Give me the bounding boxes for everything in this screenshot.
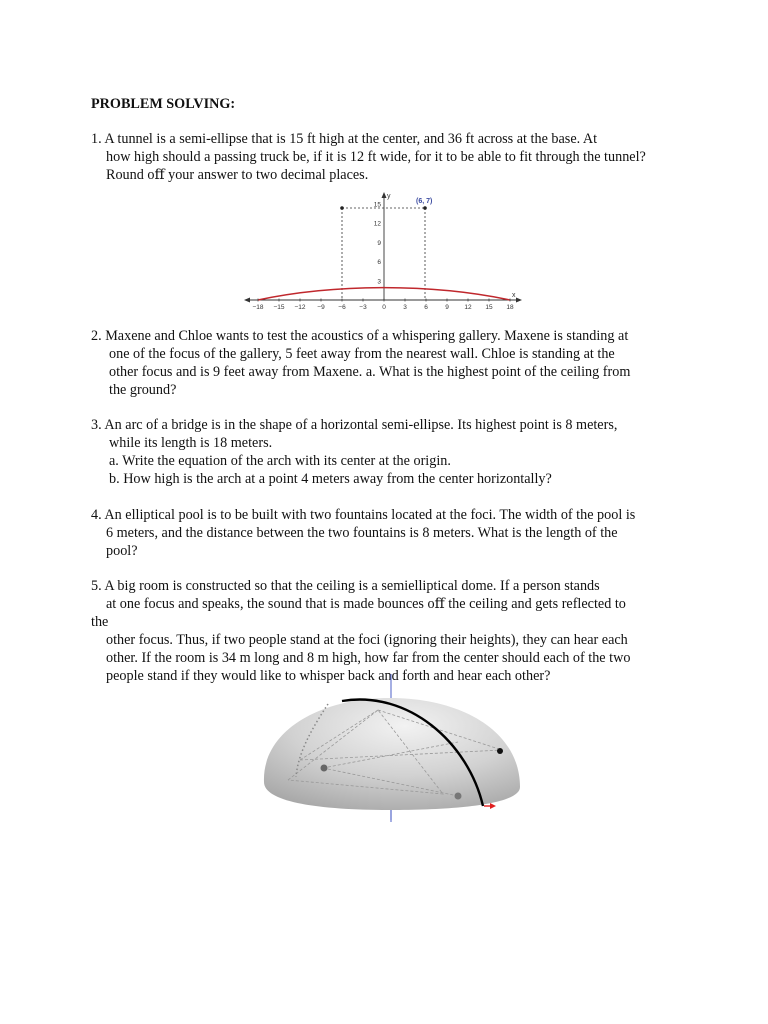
problem-4-line-1: 4. An elliptical pool is to be built with two fountains located at the foci. The width of the pool is (91, 507, 636, 523)
problem-5-line-2: at one focus and speaks, the sound that is made bounces oﬀ the ceiling and gets reflected to (106, 596, 626, 612)
x-tick-label: −9 (317, 304, 325, 311)
y-tick-label: 6 (377, 259, 381, 267)
y-tick-label: 3 (377, 278, 381, 286)
problem-5-line-4: other focus. Thus, if two people stand at the foci (ignoring their heights), they can hear each (106, 632, 628, 648)
problem-1-line-3: Round oﬀ your answer to two decimal places. (106, 167, 369, 183)
problem-5-line-3: the (91, 614, 109, 630)
tunnel-ellipse-figure (240, 190, 525, 315)
point-right (423, 206, 427, 210)
problem-2-line-2: one of the focus of the gallery, 5 feet away from the nearest wall. Chloe is standing at the (109, 346, 615, 362)
problem-3-line-2: while its length is 18 meters. (109, 435, 273, 451)
focus-point-right (455, 793, 462, 800)
page-heading: PROBLEM SOLVING: (91, 96, 236, 112)
problem-3-line-1: 3. An arc of a bridge is in the shape of a horizontal semi-ellipse. Its highest point is 8 meters, (91, 417, 618, 433)
problem-2-line-4: the ground? (109, 382, 177, 398)
x-axis-arrow-right (516, 298, 522, 303)
point-on-dome (497, 748, 503, 754)
focus-point-left (321, 765, 328, 772)
x-tick-label: −15 (273, 304, 285, 311)
y-tick-label: 9 (377, 239, 381, 247)
y-tick-label: 15 (373, 201, 381, 209)
dome-body (264, 698, 520, 810)
x-tick-label: 3 (403, 304, 407, 311)
x-axis-red-arrow (490, 803, 496, 809)
x-tick-label: −12 (294, 304, 306, 311)
point-label: (6, 7) (416, 198, 433, 205)
problem-5-line-1: 5. A big room is constructed so that the ceiling is a semielliptical dome. If a person stands (91, 578, 600, 594)
problem-2-line-3: other focus and is 9 feet away from Maxene. a. What is the highest point of the ceiling from (109, 364, 631, 380)
x-tick-label: 15 (485, 304, 493, 311)
problem-1-line-2: how high should a passing truck be, if it is 12 ft wide, for it to be able to fit through the tunnel? (106, 149, 646, 165)
x-tick-label: −3 (359, 304, 367, 311)
point-left (340, 206, 344, 210)
x-axis-label: x (512, 292, 516, 299)
x-tick-label: 0 (382, 304, 386, 311)
y-axis-arrow (382, 192, 387, 198)
problem-5-line-5: other. If the room is 34 m long and 8 m high, how far from the center should each of the two (106, 650, 631, 666)
problem-1-line-1: 1. A tunnel is a semi-ellipse that is 15 ft high at the center, and 36 ft across at the base. At (91, 131, 598, 147)
x-tick-label: 18 (506, 304, 514, 311)
x-axis-arrow-left (244, 298, 250, 303)
y-axis-label: y (387, 193, 391, 200)
problem-4-line-3: pool? (106, 543, 138, 559)
dome-figure (258, 672, 528, 824)
x-tick-label: 12 (464, 304, 472, 311)
y-tick-label: 12 (373, 220, 381, 228)
x-tick-label: 9 (445, 304, 449, 311)
x-tick-label: −6 (338, 304, 346, 311)
problem-5-line-6: people stand if they would like to whisper back and forth and hear each other? (106, 668, 551, 684)
problem-2-line-1: 2. Maxene and Chloe wants to test the acoustics of a whispering gallery. Maxene is standing at (91, 328, 629, 344)
problem-3-line-3: a. Write the equation of the arch with its center at the origin. (109, 453, 451, 469)
x-tick-label: 6 (424, 304, 428, 311)
problem-4-line-2: 6 meters, and the distance between the two fountains is 8 meters. What is the length of the (106, 525, 618, 541)
problem-3-line-4: b. How high is the arch at a point 4 meters away from the center horizontally? (109, 471, 552, 487)
x-tick-label: −18 (252, 304, 264, 311)
